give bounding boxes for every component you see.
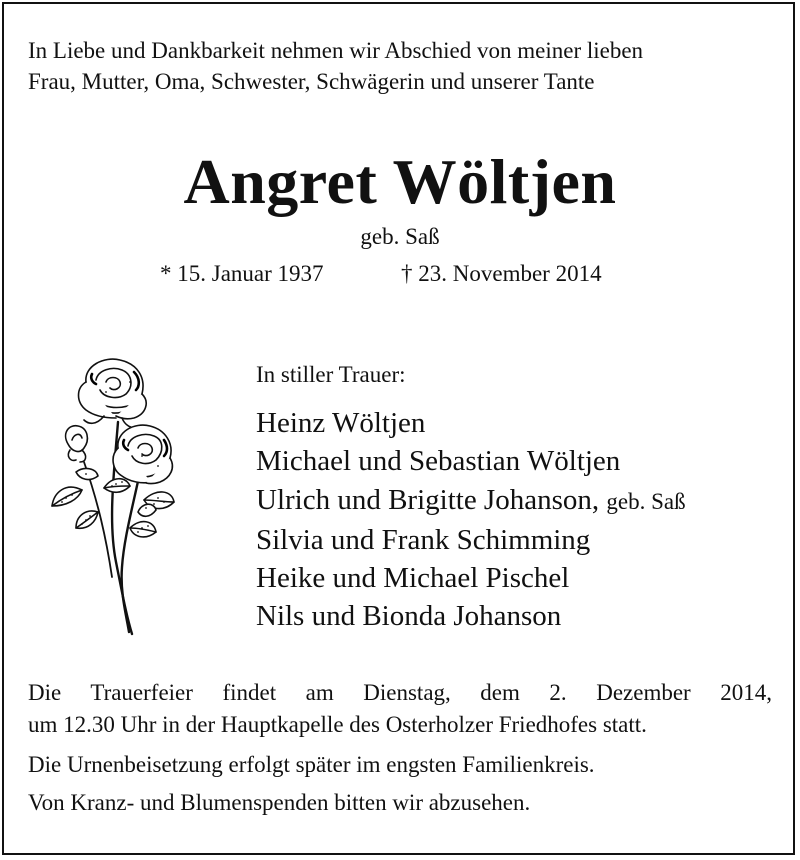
urn-notice: Die Urnenbeisetzung erfolgt später im engsten Familienkreis. <box>28 752 595 777</box>
rose-icon <box>46 352 181 640</box>
mourner-maiden-name: geb. Saß <box>606 488 686 514</box>
intro-line-1: In Liebe und Dankbarkeit nehmen wir Abschied von meiner lieben <box>28 38 644 63</box>
mourner-list <box>256 404 686 636</box>
mourner-item <box>256 404 686 442</box>
flowers-notice: Von Kranz- und Blumenspenden bitten wir abzusehen. <box>28 790 531 815</box>
intro-line-2: Frau, Mutter, Oma, Schwester, Schwägerin und unserer Tante <box>28 69 595 94</box>
intro-text <box>28 35 778 97</box>
mourner-item <box>256 521 686 559</box>
birth-date: * 15. Januar 1937 <box>160 261 324 286</box>
mourner-item <box>256 597 686 635</box>
ceremony-line-1: Die Trauerfeier findet am Dienstag, dem 2. Dezember 2014, <box>28 680 772 705</box>
mourner-name: Nils und Bionda Johanson <box>256 600 562 633</box>
mourner-name: Heike und Michael Pischel <box>256 562 570 595</box>
mourner-name: Heinz Wöltjen <box>256 407 426 439</box>
mourner-item <box>256 442 686 480</box>
maiden-name: geb. Saß <box>360 224 440 249</box>
mourner-name: Michael und Sebastian Wöltjen <box>256 445 621 478</box>
mourner-item <box>256 559 686 597</box>
ceremony-line-2: um 12.30 Uhr in der Hauptkapelle des Osterholzer Friedhofes statt. <box>28 712 647 737</box>
mourning-label: In stiller Trauer: <box>256 362 406 387</box>
deceased-name: Angret Wöltjen <box>183 146 617 217</box>
mourner-name: Ulrich und Brigitte Johanson, <box>256 483 600 516</box>
ceremony-notice <box>28 677 772 741</box>
mourner-item <box>256 481 686 521</box>
death-date: † 23. November 2014 <box>401 261 602 286</box>
mourner-name: Silvia und Frank Schimming <box>256 523 591 556</box>
